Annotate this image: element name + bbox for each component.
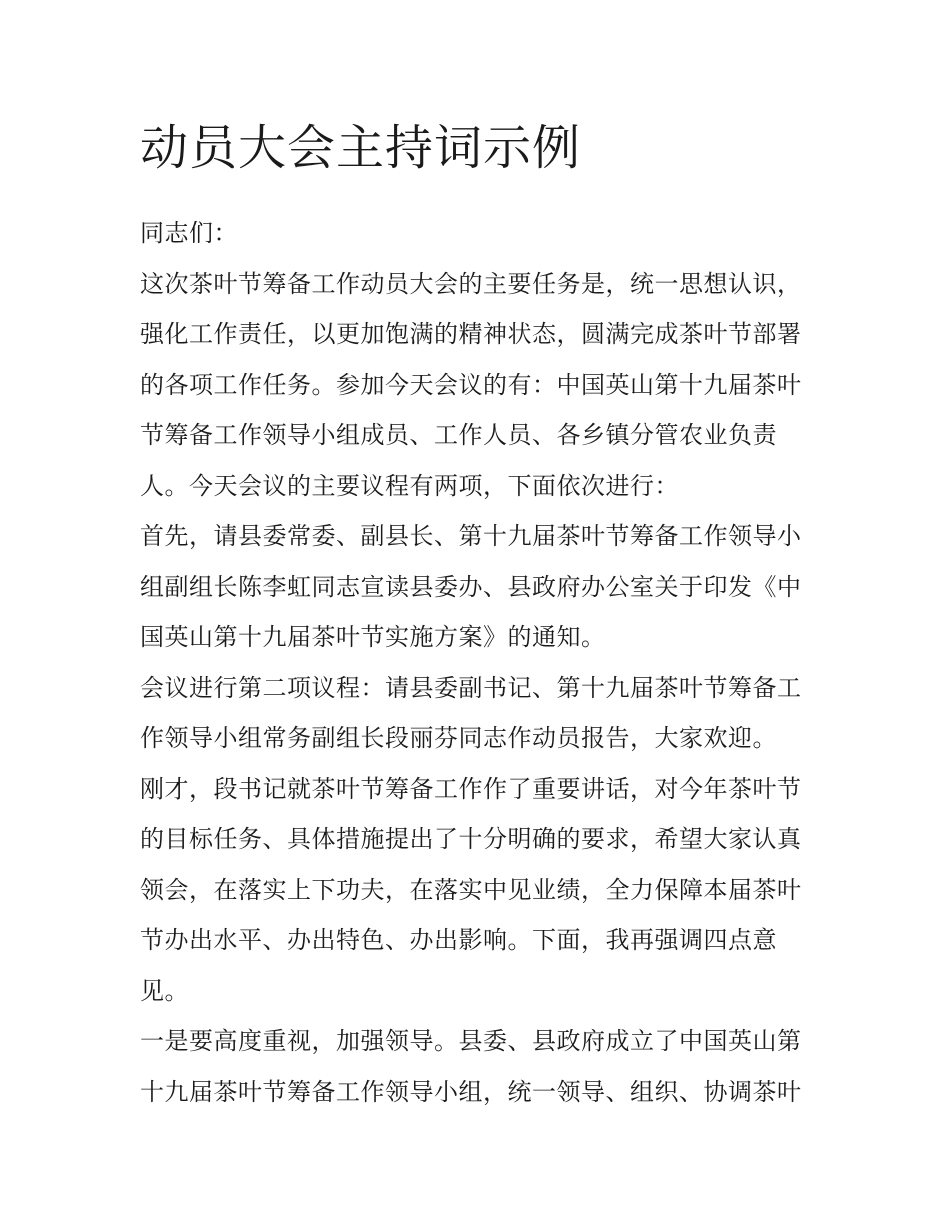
text-line: 节筹备工作领导小组成员、工作人员、各乡镇分管农业负责 xyxy=(140,421,777,449)
text-line: 见。 xyxy=(140,976,189,1005)
text-line: 领会，在落实上下功夫，在落实中见业绩，全力保障本届茶叶 xyxy=(140,875,802,904)
text-line: 节办出水平、办出特色、办出影响。下面，我再强调四点意 xyxy=(140,926,777,954)
text-line: 十九届茶叶节筹备工作领导小组，统一领导、组织、协调茶叶 xyxy=(140,1077,802,1106)
text-line: 强化工作责任，以更加饱满的精神状态，圆满完成茶叶节部署 xyxy=(140,320,802,348)
paragraph-point-one xyxy=(140,1016,820,1117)
paragraph-agenda-2 xyxy=(140,663,820,764)
text-line: 的目标任务、具体措施提出了十分明确的要求，希望大家认真 xyxy=(140,825,802,853)
text-line: 同志们： xyxy=(140,219,238,247)
paragraph-intro xyxy=(140,259,820,512)
text-line: 首先，请县委常委、副县长、第十九届茶叶节筹备工作领导小 xyxy=(140,522,802,550)
text-line: 一是要高度重视，加强领导。县委、县政府成立了中国英山第 xyxy=(140,1027,802,1055)
paragraph-summary xyxy=(140,764,820,1017)
text-line: 作领导小组常务副组长段丽芬同志作动员报告，大家欢迎。 xyxy=(140,724,777,752)
page-title: 动员大会主持词示例 xyxy=(140,120,582,176)
document-page xyxy=(140,112,820,1117)
text-line: 组副组长陈李虹同志宣读县委办、县政府办公室关于印发《中 xyxy=(140,572,802,601)
text-line: 这次茶叶节筹备工作动员大会的主要任务是，统一思想认识， xyxy=(140,269,802,298)
text-line: 刚才，段书记就茶叶节筹备工作作了重要讲话，对今年茶叶节 xyxy=(140,774,802,803)
paragraph-greeting xyxy=(140,208,820,259)
text-line: 国英山第十九届茶叶节实施方案》的通知。 xyxy=(140,623,606,651)
paragraph-agenda-1 xyxy=(140,511,820,663)
text-line: 人。今天会议的主要议程有两项，下面依次进行： xyxy=(140,471,679,500)
text-line: 会议进行第二项议程：请县委副书记、第十九届茶叶节筹备工 xyxy=(140,673,802,702)
text-line: 的各项工作任务。参加今天会议的有：中国英山第十九届茶叶 xyxy=(140,370,802,399)
